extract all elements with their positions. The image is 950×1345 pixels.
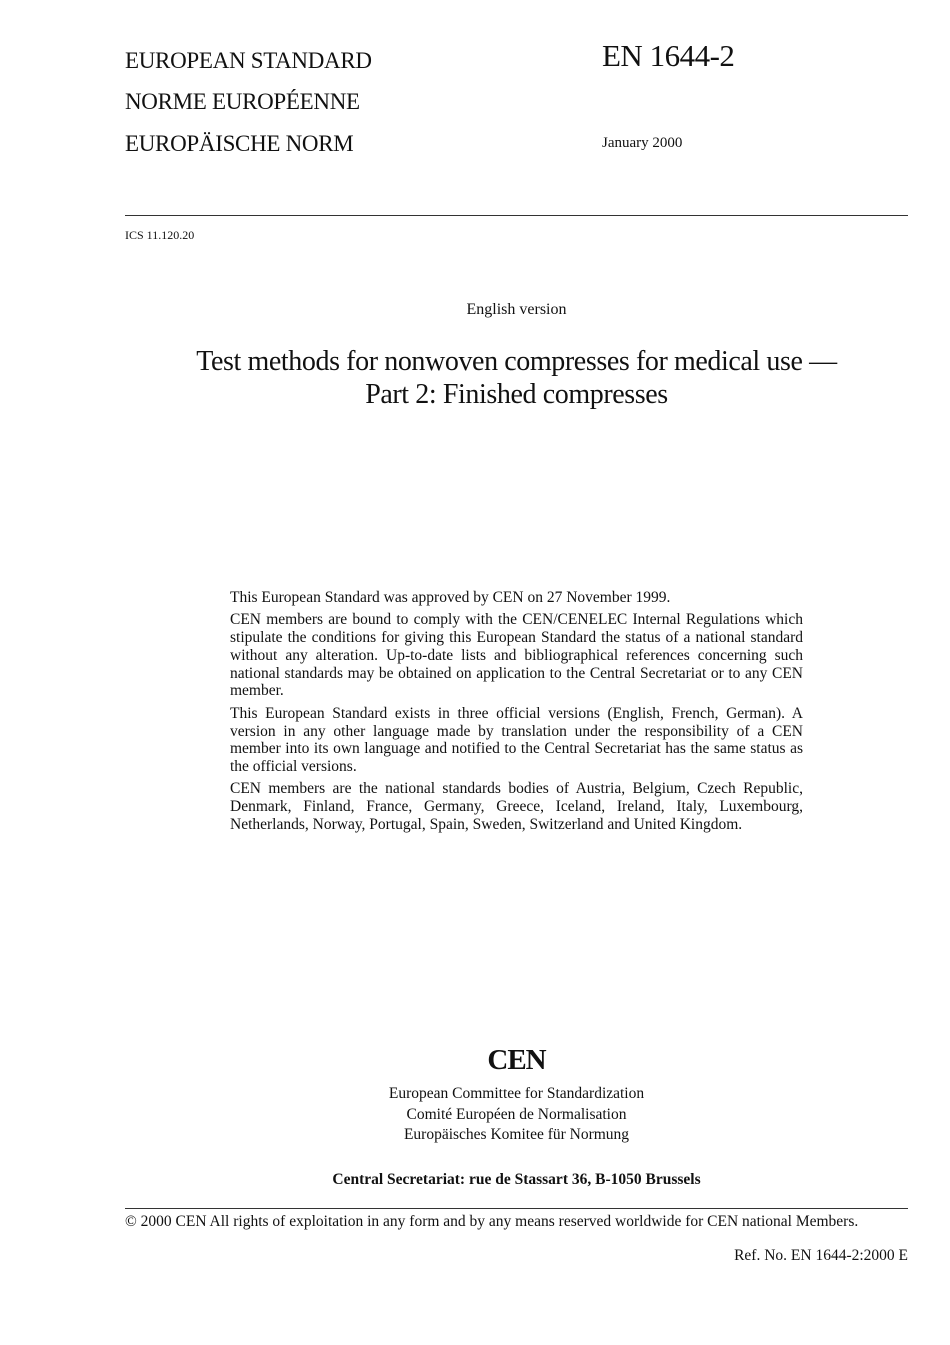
- ics-code: ICS 11.120.20: [125, 228, 195, 242]
- reference-number: Ref. No. EN 1644-2:2000 E: [734, 1247, 908, 1264]
- language-version: English version: [466, 301, 567, 318]
- approval-paragraph: This European Standard was approved by CEN on 27 November 1999.: [230, 589, 671, 606]
- title-line-1: Test methods for nonwoven compresses for medical use —: [196, 346, 837, 377]
- publication-date: January 2000: [602, 135, 683, 151]
- standard-type-german: EUROPÄISCHE NORM: [125, 131, 354, 156]
- members-paragraph: CEN members are the national standards bodies of Austria, Belgium, Czech Republic, Denmark, Finland, France, Germany, Greece, Iceland, Ireland, Italy, Luxembourg, Netherlands, Norway, Portugal, Spain, Sweden, Switzerland and United Kingdom.: [230, 780, 803, 834]
- approval-notice: [230, 589, 803, 838]
- header-divider: [125, 215, 908, 216]
- compliance-paragraph: CEN members are bound to comply with the CEN/CENELEC Internal Regulations which stipulate the conditions for giving this European Standard the status of a national standard without any alteration. Up-to-date lists and bibliographical references concerning such national standards may be obtained on application to the Central Secretariat or to any CEN member.: [230, 611, 803, 700]
- title-line-2: Part 2: Finished compresses: [365, 379, 668, 410]
- committee-name-french: Comité Européen de Normalisation: [406, 1105, 627, 1123]
- standard-type-french: NORME EUROPÉENNE: [125, 89, 360, 114]
- versions-paragraph: This European Standard exists in three official versions (English, French, German). A version in any other language made by translation under the responsibility of a CEN member into its own language and notified to the Central Secretariat has the same status as the official versions.: [230, 704, 803, 776]
- copyright-notice: © 2000 CEN All rights of exploitation in any form and by any means reserved worldwide for CEN national Members.: [125, 1213, 859, 1230]
- footer-divider: [125, 1208, 908, 1209]
- standard-type-english: EUROPEAN STANDARD: [125, 48, 372, 73]
- cen-logo: CEN: [487, 1044, 546, 1076]
- committee-names: [125, 1084, 908, 1146]
- document-title: [125, 345, 908, 411]
- committee-name-german: Europäisches Komitee für Normung: [403, 1126, 630, 1144]
- document-number: EN 1644-2: [602, 38, 735, 73]
- committee-name-english: European Committee for Standardization: [388, 1085, 645, 1102]
- secretariat-address: Central Secretariat: rue de Stassart 36, B-1050 Brussels: [332, 1171, 701, 1188]
